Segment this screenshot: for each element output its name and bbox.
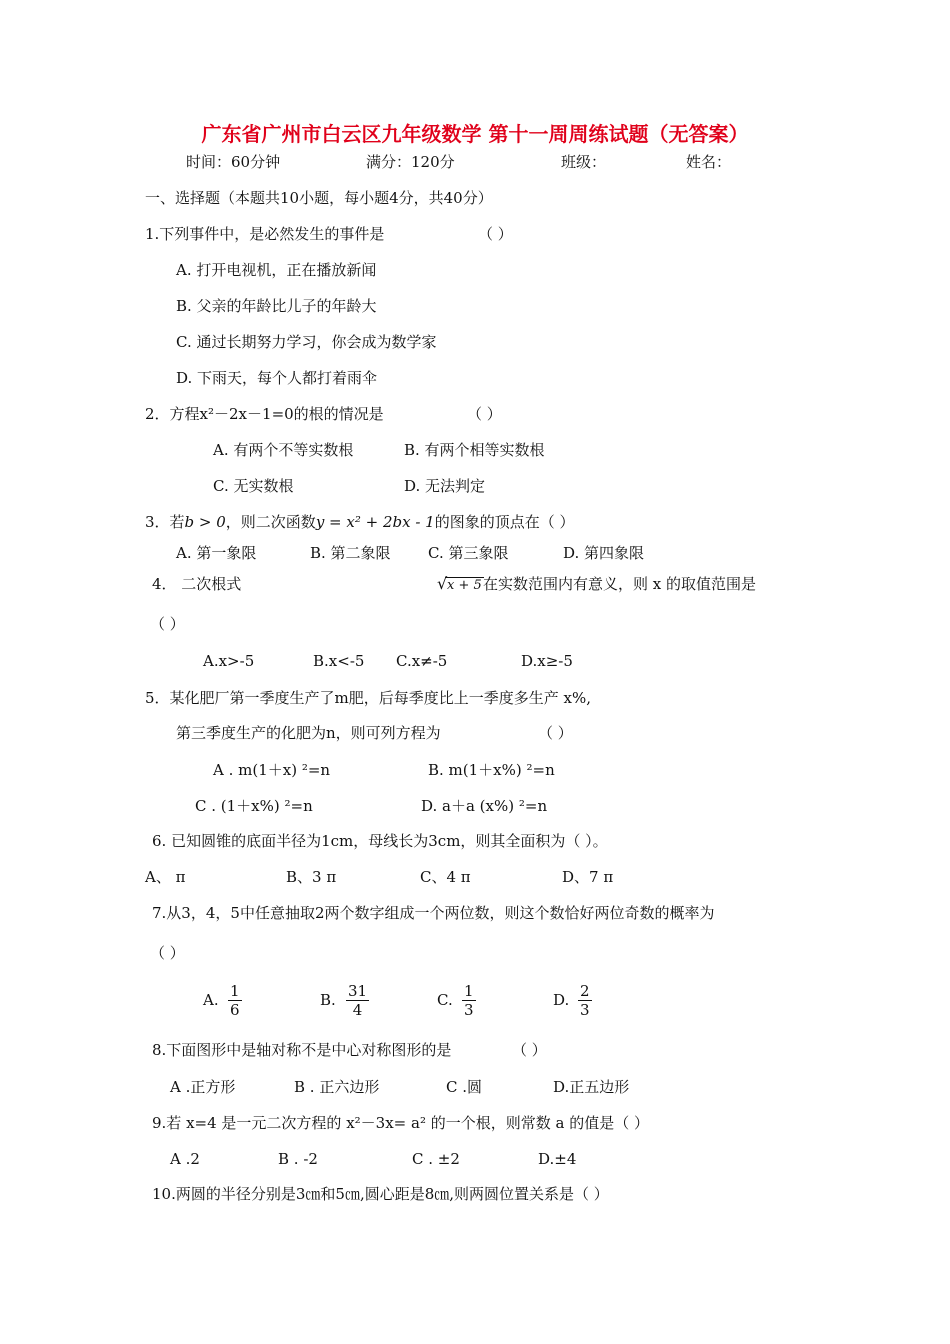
info-name: 姓名： — [686, 153, 732, 171]
info-time: 时间：60分钟 — [186, 153, 281, 171]
question-4-stem: 4． 二次根式 — [152, 575, 242, 593]
question-3-option-d: D. 第四象限 — [563, 544, 645, 562]
question-1-option-a: A. 打开电视机，正在播放新闻 — [176, 261, 377, 279]
question-7-option-d-label: D. — [553, 991, 570, 1009]
question-5-option-a: A . m(1＋x) ²=n — [213, 761, 331, 779]
question-5-paren: （ ） — [538, 724, 573, 742]
fraction-denominator: 4 — [352, 1001, 363, 1019]
fraction-denominator: 6 — [230, 1001, 240, 1019]
question-3-function: y = x² + 2bx - 1 — [315, 513, 435, 531]
question-8-option-d: D.正五边形 — [553, 1078, 630, 1096]
question-9-option-b: B . -2 — [278, 1150, 318, 1168]
question-4-rest: 在实数范围内有意义，则 x 的取值范围是 — [483, 575, 756, 593]
question-1-stem: 1.下列事件中，是必然发生的事件是 — [145, 225, 385, 243]
info-score: 满分：120分 — [366, 153, 455, 171]
question-7-stem: 7.从3，4，5中任意抽取2两个数字组成一个两位数，则这个数恰好两位奇数的概率为 — [152, 904, 715, 922]
question-3-option-a: A. 第一象限 — [176, 544, 257, 562]
question-1-option-d: D. 下雨天，每个人都打着雨伞 — [176, 369, 378, 387]
question-6-option-a: A、 π — [145, 868, 186, 886]
question-4-radicand: x + 5 — [447, 578, 482, 593]
question-4-paren: （ ） — [150, 615, 185, 633]
question-2-paren: （ ） — [467, 405, 502, 423]
question-6-option-d: D、7 π — [562, 868, 614, 886]
fraction-numerator: 1 — [230, 982, 240, 1000]
question-7-option-a-label: A. — [203, 991, 219, 1009]
fraction-denominator: 3 — [580, 1001, 590, 1019]
question-3-condition: b > 0 — [184, 513, 226, 531]
question-3-prefix: 3．若 — [145, 513, 185, 531]
fraction-numerator: 31 — [348, 982, 368, 1000]
question-9-option-a: A .2 — [170, 1150, 200, 1168]
question-1-paren: （ ） — [478, 225, 513, 243]
question-10-stem: 10.两圆的半径分别是3㎝和5㎝,圆心距是8㎝,则两圆位置关系是（ ） — [152, 1185, 609, 1203]
fraction-numerator: 2 — [580, 982, 590, 1000]
section-heading: 一、选择题（本题共10小题，每小题4分，共40分） — [145, 189, 493, 207]
question-9-option-d: D.±4 — [538, 1150, 577, 1168]
question-7-option-d-fraction — [578, 982, 592, 1019]
question-2-option-c: C. 无实数根 — [213, 477, 294, 495]
info-class: 班级： — [561, 153, 607, 171]
question-8-option-c: C .圆 — [446, 1078, 483, 1096]
question-1-option-c: C. 通过长期努力学习，你会成为数学家 — [176, 333, 437, 351]
question-8-stem: 8.下面图形中是轴对称不是中心对称图形的是 — [152, 1041, 452, 1059]
question-9-option-c: C . ±2 — [412, 1150, 460, 1168]
question-3-option-c: C. 第三象限 — [428, 544, 509, 562]
question-7-option-b-label: B. — [320, 991, 336, 1009]
question-3-stem — [145, 512, 575, 532]
question-9-stem: 9.若 x=4 是一元二次方程的 x²－3x= a² 的一个根，则常数 a 的值是（ ） — [152, 1114, 649, 1132]
question-3-option-b: B. 第二象限 — [310, 544, 391, 562]
question-8-option-a: A .正方形 — [170, 1078, 236, 1096]
question-7-option-c-label: C. — [437, 991, 453, 1009]
question-3-suffix: 的图象的顶点在（ ） — [434, 513, 575, 531]
question-4-option-a: A.x>-5 — [203, 652, 255, 670]
question-1-option-b: B. 父亲的年龄比儿子的年龄大 — [176, 297, 377, 315]
question-4-option-c: C.x≠-5 — [396, 652, 448, 670]
question-2-option-d: D. 无法判定 — [404, 477, 486, 495]
question-7-option-a-fraction — [228, 982, 242, 1019]
question-4-option-d: D.x≥-5 — [521, 652, 573, 670]
question-2-option-b: B. 有两个相等实数根 — [404, 441, 545, 459]
question-6-option-b: B、3 π — [286, 868, 337, 886]
question-8-option-b: B . 正六边形 — [294, 1078, 380, 1096]
question-5-stem: 5．某化肥厂第一季度生产了m肥，后每季度比上一季度多生产 x%, — [145, 689, 592, 707]
fraction-numerator: 1 — [464, 982, 474, 1000]
question-4-option-b: B.x<-5 — [313, 652, 365, 670]
question-7-option-c-fraction — [462, 982, 476, 1019]
question-5-option-b: B. m(1＋x%) ²=n — [428, 761, 555, 779]
question-8-paren: （ ） — [512, 1041, 547, 1059]
question-6-option-c: C、4 π — [420, 868, 471, 886]
question-3-mid: ，则二次函数 — [225, 513, 316, 531]
question-5-stem-2: 第三季度生产的化肥为n，则可列方程为 — [176, 724, 441, 742]
question-5-option-d: D. a＋a (x%) ²=n — [421, 797, 548, 815]
question-4-radical — [437, 574, 484, 596]
question-6-stem: 6. 已知圆锥的底面半径为1cm，母线长为3cm，则其全面积为（ ）。 — [152, 832, 608, 850]
question-7-option-b-fraction — [346, 982, 369, 1019]
square-root-icon: √ x + 5 — [437, 574, 482, 593]
question-5-option-c: C . (1＋x%) ²=n — [195, 797, 313, 815]
question-7-paren: （ ） — [150, 944, 185, 962]
page-title: 广东省广州市白云区九年级数学 第十一周周练试题（无答案） — [201, 122, 749, 146]
question-2-stem: 2．方程x²－2x－1=0的根的情况是 — [145, 405, 384, 423]
question-2-option-a: A. 有两个不等实数根 — [213, 441, 354, 459]
fraction-denominator: 3 — [464, 1001, 474, 1019]
